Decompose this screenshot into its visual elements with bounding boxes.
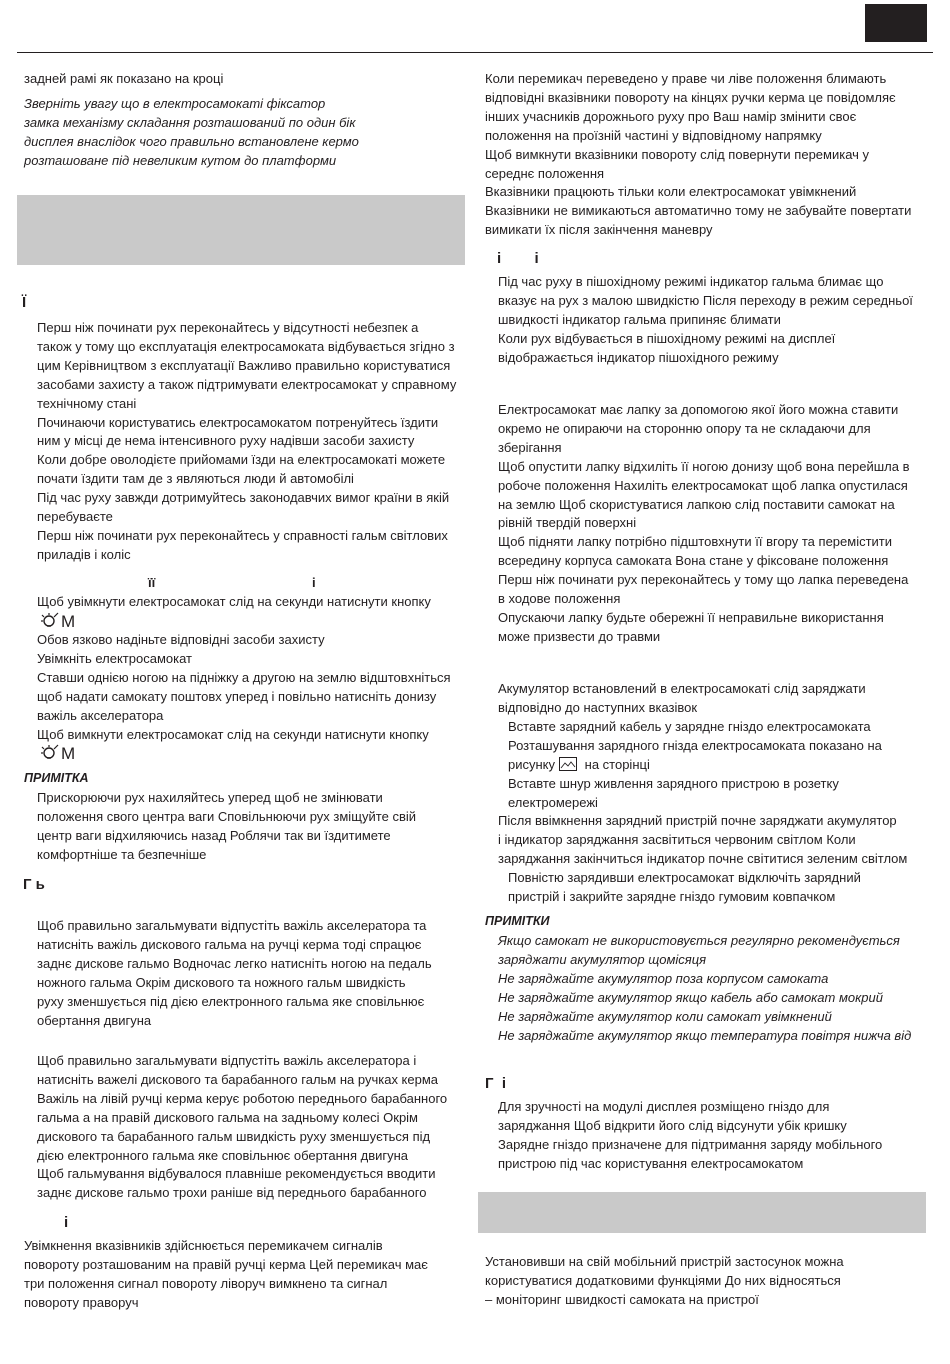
text-line: Не заряджайте акумулятор якщо кабель або самокат мокрий <box>498 989 883 1005</box>
text-line: вказує на рух з малою швидкістю Після переходу в режим середньої <box>498 292 913 308</box>
page-corner-tab <box>865 4 927 42</box>
text-line: засобами захисту а також підтримувати електросамокат у справному <box>37 376 457 392</box>
text-line: відповідні вказівники повороту на кінцях ручки керма це повідомляє <box>485 89 896 105</box>
bulb-icon <box>37 744 61 762</box>
text-line: заряджати акумулятор щомісяця <box>498 951 707 967</box>
text-line: положення свого центра ваги Сповільнюючи рух зміщуйте свій <box>37 808 417 824</box>
text-line: Коли перемикач переведено у праве чи ліве положення блимають <box>485 71 887 86</box>
text-line: натисніть важелі дискового та барабанного гальм на ручках керма <box>37 1071 439 1087</box>
text-line: ножного гальма Окрім дискового та ножного гальм швидкість <box>37 974 406 990</box>
text-line: Не заряджайте акумулятор якщо температура повітря нижча від <box>498 1027 912 1043</box>
pedestrian-mode-block <box>498 273 913 368</box>
text-line: користуватися додатковими функціями До них відносяться <box>485 1272 841 1288</box>
section-heading: Г ь <box>23 876 45 893</box>
header-rule <box>17 52 933 53</box>
charging-status <box>498 812 907 869</box>
text-line: перебуваєте <box>37 509 113 525</box>
text-line: Щоб увімкнути електросамокат слід на секунди натиснути кнопку <box>37 594 431 609</box>
section-banner <box>17 195 465 265</box>
text-line: Під час руху в пішохідному режимі індикатор гальма блимає що <box>498 274 884 289</box>
text-line: всередину корпуса самоката Вона стане у фіксоване положення <box>498 553 889 569</box>
text-line: Опускаючи лапку будьте обережні її неправильне використання <box>498 609 884 625</box>
app-block <box>485 1253 844 1310</box>
text-line: замка механізму складання розташований по один бік <box>24 114 356 130</box>
text-line: відповідно до наступних вказівок <box>498 699 698 715</box>
text-line: обертання двигуна <box>37 1012 152 1028</box>
text-line: Щоб опустити лапку відхиліть її ногою донизу щоб вона перейшла в <box>498 458 910 474</box>
power-button-glyph <box>37 744 75 764</box>
text-line: зберігання <box>498 439 562 455</box>
text-line: заряджання закінчиться індикатор почне світитися зеленим світлом <box>498 850 908 866</box>
text-line: щоб надати самокату поштовх уперед і повільно натисніть донизу <box>37 688 437 704</box>
charging-intro <box>498 680 866 718</box>
text-fragment: на сторінці <box>584 756 650 772</box>
braking-block-b <box>37 1052 447 1203</box>
text-line: Перш ніж починати рух переконайтесь у тому що лапка переведена <box>498 572 909 588</box>
text-line: і індикатор заряджання засвітиться червоним світлом Коли <box>498 831 856 847</box>
text-line: Щоб правильно загальмувати відпустіть важіль акселератора та <box>37 918 427 933</box>
text-line: Розташування зарядного гнізда електросамоката показано на <box>508 737 882 753</box>
text-line: Зверніть увагу що в електросамокаті фіксатор <box>24 96 326 111</box>
text-line: може призвести до травми <box>498 628 661 644</box>
text-line: натисніть важіль дискового гальма на ручці керма тоді спрацює <box>37 936 422 952</box>
bulb-icon <box>37 612 61 630</box>
text-line: швидкості індикатор гальма припиняє блимати <box>498 311 781 327</box>
text-line: Не заряджайте акумулятор поза корпусом самоката <box>498 970 829 986</box>
text-line: вимикати їх після закінчення маневру <box>485 222 713 238</box>
text-line: комфортніше та безпечніше <box>37 846 207 862</box>
text-line: Починаючи користуватись електросамокатом потренуйтесь їздити <box>37 414 439 430</box>
turn-signal-block <box>24 1237 428 1313</box>
text-line: рівній твердій поверхні <box>498 515 637 531</box>
charging-notes <box>498 932 911 1045</box>
text-line: три положення сигнал повороту ліворуч вимкнено та сигнал <box>24 1275 388 1291</box>
text-line: Вставте шнур живлення зарядного пристрою в розетку <box>508 775 839 791</box>
text-line: технічному стані <box>37 395 137 411</box>
usb-port-block <box>498 1098 882 1174</box>
text-line: Для зручності на модулі дисплея розміщено гніздо для <box>498 1099 830 1114</box>
text-line: Установивши на свій мобільний пристрій застосунок можна <box>485 1254 844 1269</box>
text-line: центр ваги відхиляючись назад Роблячи так ви їздитимете <box>37 827 391 843</box>
text-line: дисплея внаслідок чого правильно встановлене кермо <box>24 133 359 149</box>
section-heading: і і <box>497 250 539 267</box>
section-heading: Ї <box>22 294 27 311</box>
image-icon <box>559 757 577 771</box>
power-label: М <box>61 612 76 631</box>
text-line: Зарядне гніздо призначене для підтримання заряду мобільного <box>498 1136 883 1152</box>
text-line: розташоване під невеликим кутом до платформи <box>24 152 337 168</box>
notes-label: ПРИМІТКИ <box>485 914 550 928</box>
power-button-glyph <box>37 612 75 632</box>
text-line: Вказівники не вимикаються автоматично тому не забувайте повертати <box>485 203 912 219</box>
section-heading: її <box>148 575 156 590</box>
text-line: Щоб підняти лапку потрібно підштовхнути її вгору та перемістити <box>498 534 893 550</box>
text-line: Коли рух відбувається в пішохідному режимі на дисплеї <box>498 330 836 346</box>
text-line: Під час руху завжди дотримуйтесь законодавчих вимог країни в якій <box>37 490 450 506</box>
text-line: положення на проїзній частині у відповідному напрямку <box>485 127 822 143</box>
text-line: повороту праворуч <box>24 1294 139 1310</box>
section-heading: і <box>64 1214 69 1231</box>
text-line: Не заряджайте акумулятор коли самокат увімкнений <box>498 1008 832 1024</box>
text-line: заднє дискове гальмо Водночас легко натисніть ногою на педаль <box>37 955 432 971</box>
text-line: Щоб вимкнути електросамокат слід на секунди натиснути кнопку <box>37 726 429 742</box>
text-line: Акумулятор встановлений в електросамокаті слід заряджати <box>498 681 866 696</box>
text-line: Щоб правильно загальмувати відпустіть важіль акселератора і <box>37 1053 417 1068</box>
text-line: Перш ніж починати рух переконайтесь у відсутності небезпек а <box>37 320 419 335</box>
text-line: Вказівники працюють тільки коли електросамокат увімкнений <box>485 184 857 200</box>
text-line: заряджання Щоб відкрити його слід відсунути убік кришку <box>498 1117 847 1133</box>
safety-block <box>37 319 456 565</box>
text-line: задней рамі як показано на кроці <box>24 71 224 86</box>
text-line: Прискорюючи рух нахиляйтесь уперед щоб не змінювати <box>37 790 383 805</box>
power-label: М <box>61 744 76 763</box>
text-line: окремо не опираючи на сторонню опору та не складаючи для <box>498 420 871 436</box>
text-line: почати їздити там де з являються люди й автомобілі <box>37 471 354 487</box>
text-line: Повністю зарядивши електросамокат відключіть зарядний <box>508 870 861 885</box>
text-line: дискового та барабанного гальм швидкість руху зменшується під <box>37 1128 431 1144</box>
text-line: Щоб вимкнути вказівники повороту слід повернути перемикач у <box>485 146 870 162</box>
text-line: приладів і коліс <box>37 546 131 562</box>
text-line: середнє положення <box>485 165 605 181</box>
text-line: гальма а на правій дискового гальма на задньому колесі Окрім <box>37 1109 418 1125</box>
text-line: електромережі <box>508 794 598 810</box>
text-line: пристрою під час користування електросамокатом <box>498 1155 804 1171</box>
startup-block <box>37 593 431 612</box>
note-label: ПРИМІТКА <box>24 771 89 785</box>
text-line: Електросамокат має лапку за допомогою якої його можна ставити <box>498 402 899 417</box>
startup-steps <box>37 631 451 744</box>
text-line: руху зменшується під дією електронного гальма яке сповільнює <box>37 993 425 1009</box>
text-line: Коли добре оволодієте прийомами їзди на електросамокаті можете <box>37 452 446 468</box>
text-line: важіль акселератора <box>37 707 164 723</box>
text-line: дією електронного гальма яке сповільнює обертання двигуна <box>37 1147 409 1163</box>
text-line: Ставши однією ногою на підніжку а другою на землю відштовхніться <box>37 669 451 685</box>
charging-steps-1 <box>508 718 882 813</box>
kickstand-block <box>498 401 909 647</box>
turn-signal-continued <box>485 70 911 240</box>
intro-note <box>24 95 359 171</box>
text-line: Перш ніж починати рух переконайтесь у справності гальм світлових <box>37 527 448 543</box>
text-line: Увімкніть електросамокат <box>37 650 192 666</box>
text-line: Важіль на лівій ручці керма керує роботою переднього барабанного <box>37 1090 448 1106</box>
figure-reference <box>508 756 882 775</box>
text-line: – моніторинг швидкості самоката на пристрої <box>485 1291 759 1307</box>
text-line: Після ввімкнення зарядний пристрій почне заряджати акумулятор <box>498 813 897 828</box>
text-fragment: рисунку <box>508 756 556 772</box>
braking-block-a <box>37 917 432 1030</box>
text-line: повороту розташованим на правій ручці керма Цей перемикач має <box>24 1256 428 1272</box>
text-line: Увімкнення вказівників здійснюється перемикачем сигналів <box>24 1238 383 1253</box>
text-line: Вставте зарядний кабель у зарядне гніздо електросамоката <box>508 719 871 734</box>
text-line: на землю Щоб скористуватися лапкою слід поставити самокат на <box>498 496 895 512</box>
text-line: відображається індикатор пішохідного режиму <box>498 349 779 365</box>
section-heading: і <box>312 575 316 590</box>
intro-text <box>24 70 223 89</box>
charging-steps-3 <box>508 869 861 907</box>
text-line: в ходове положення <box>498 591 621 607</box>
text-line: також у тому що експлуатація електросамоката відбувається згідно з <box>37 338 455 354</box>
note-text <box>37 789 416 865</box>
text-line: Обов язково надіньте відповідні засоби захисту <box>37 632 325 647</box>
text-line: заднє дискове гальмо трохи раніше від переднього барабанного <box>37 1185 427 1201</box>
section-heading: Г і <box>485 1075 507 1092</box>
text-line: ним у місці де нема інтенсивного руху надівши засоби захисту <box>37 433 415 449</box>
text-line: Якщо самокат не використовується регулярно рекомендується <box>498 933 900 948</box>
text-line: інших учасників дорожнього руху про Ваш намір змінити своє <box>485 108 857 124</box>
text-line: пристрій і закрийте зарядне гніздо гумовим ковпачком <box>508 888 836 904</box>
text-line: Щоб гальмування відбувалося плавніше рекомендується вводити <box>37 1166 436 1182</box>
text-line: цим Керівництвом з експлуатації Важливо правильно користуватися <box>37 357 451 373</box>
text-line: робоче положення Нахиліть електросамокат щоб лапка опустилася <box>498 477 908 493</box>
section-banner <box>478 1192 926 1233</box>
